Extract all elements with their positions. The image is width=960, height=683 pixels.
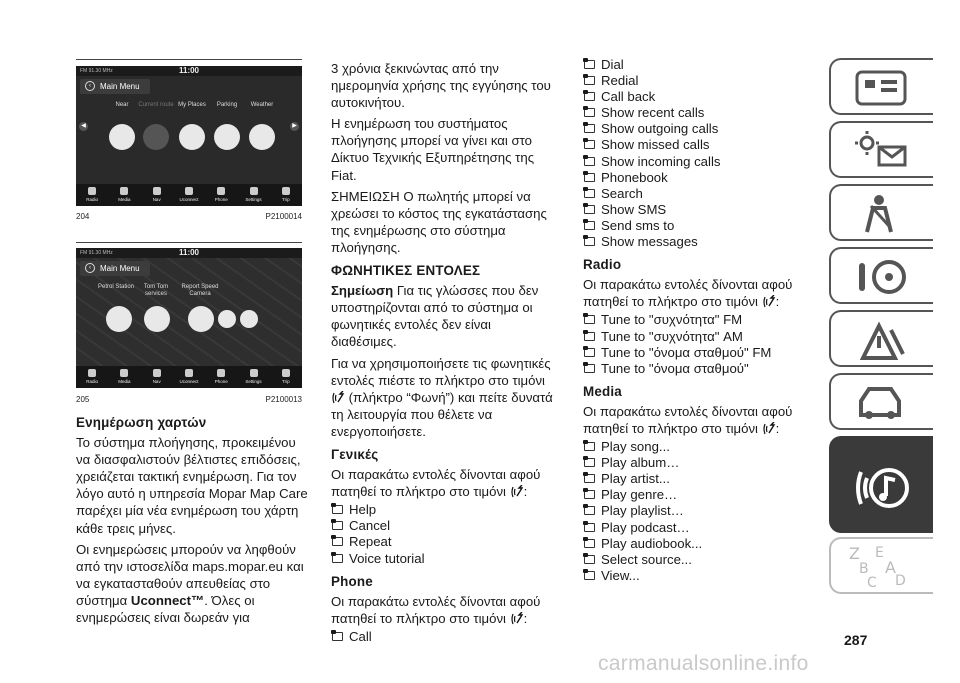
list-item: Play genre… <box>583 487 815 503</box>
screenshot-nav-main-menu <box>76 66 302 206</box>
main-menu-button: ‹ Main Menu <box>80 261 150 276</box>
nav-nav: Nav <box>141 366 173 388</box>
checkbox-icon <box>332 632 343 641</box>
weather-icon <box>249 124 275 150</box>
watermark: carmanualsonline.info <box>598 652 809 675</box>
svg-text:C: C <box>867 575 877 591</box>
nav-nav: Nav <box>141 184 173 206</box>
section-heading-map-update: Ενημέρωση χαρτών <box>76 415 207 430</box>
nav-radio: Radio <box>76 184 108 206</box>
voice-button-icon <box>510 485 524 499</box>
chapter-tab-warning-lights[interactable] <box>829 121 933 178</box>
phone-commands-list <box>331 629 559 645</box>
figure-number: 204 <box>76 212 90 221</box>
status-bar: FM 91.30 MHz 11:00 <box>76 248 302 258</box>
section-heading-radio: Radio <box>583 257 622 273</box>
voice-button-icon <box>762 295 776 309</box>
voice-button-icon <box>762 422 776 436</box>
paragraph: Οι παρακάτω εντολές δίνονται αφού πατηθεί το πλήκτρο στο τιμόνι : <box>331 467 541 500</box>
arrow-right-icon: ▶ <box>290 122 299 131</box>
maintenance-tab-icon <box>853 381 913 425</box>
figure-code: P2100014 <box>265 212 302 221</box>
safety-tab-icon <box>853 192 913 236</box>
paragraph: Η ενημέρωση του συστήματος πλοήγησης μπορεί να γίνει και στο Δίκτυο Τεχνικής Εξυπηρέτησης της Fiat. <box>331 116 535 183</box>
list-item: Phonebook <box>583 170 815 186</box>
option-near: Near <box>115 102 129 108</box>
chapter-tab-safety[interactable] <box>829 184 933 241</box>
warning-lights-tab-icon <box>853 129 913 173</box>
figure-caption <box>76 212 302 221</box>
nav-media: Media <box>108 366 140 388</box>
nav-trip: Trip <box>270 366 302 388</box>
list-item: Play playlist… <box>583 503 815 519</box>
chapter-tab-index[interactable] <box>829 537 933 594</box>
svg-text:A: A <box>885 558 896 577</box>
paragraph: Οι ενημερώσεις μπορούν να ληφθούν από την ιστοσελίδα maps.mopar.eu και να εγκατασταθούν απευθείας στο σύστημα Uconnect™. Όλες οι ενημερώσεις είναι δωρεάν για <box>76 541 304 626</box>
settings-icon <box>218 310 236 328</box>
chapter-tab-dashboard[interactable] <box>829 58 933 115</box>
chapter-tab-driving[interactable] <box>829 247 933 304</box>
paragraph: Για να χρησιμοποιήσετε τις φωνητικές εντολές πιέστε το πλήκτρο στο τιμόνι (πλήκτρο “Φωνή”) και πείτε δυνατά τη λειτουργία που θέλετε να ενεργοποιήσετε. <box>331 355 553 439</box>
list-item: Show incoming calls <box>583 154 815 170</box>
list-item: Search <box>583 186 815 202</box>
option-weather: Weather <box>250 102 274 108</box>
screenshot-nav-services <box>76 248 302 388</box>
list-item: Select source... <box>583 552 815 568</box>
chapter-tab-emergency[interactable] <box>829 310 933 367</box>
section-heading-phone: Phone <box>331 573 373 589</box>
list-item: View... <box>583 568 815 584</box>
svg-text:E: E <box>875 545 884 561</box>
svg-text:B: B <box>859 561 869 577</box>
radio-commands-list <box>583 312 815 376</box>
figure-caption <box>76 395 302 404</box>
list-item: Help <box>331 502 559 518</box>
driving-tab-icon <box>853 255 913 299</box>
main-menu-button: ‹ Main Menu <box>80 79 150 94</box>
nav-uconnect: Uconnect <box>173 184 205 206</box>
list-item: Show missed calls <box>583 137 815 153</box>
list-item: Voice tutorial <box>331 551 559 567</box>
section-heading-media: Media <box>583 383 622 399</box>
list-item: Show recent calls <box>583 105 815 121</box>
media-commands-list <box>583 439 815 584</box>
list-item: Call back <box>583 89 815 105</box>
arrow-left-icon: ◀ <box>79 122 88 131</box>
list-item: Play audiobook... <box>583 536 815 552</box>
parking-icon <box>214 124 240 150</box>
phone-commands-list-continued <box>583 57 815 250</box>
paragraph: Οι παρακάτω εντολές δίνονται αφού πατηθεί το πλήκτρο στο τιμόνι : <box>583 277 793 310</box>
checkbox-icon <box>332 521 343 530</box>
voice-button-icon <box>331 391 345 405</box>
fuel-icon <box>106 306 132 332</box>
list-item: Play podcast… <box>583 520 815 536</box>
speed-camera-icon <box>188 306 214 332</box>
list-item: Dial <box>583 57 815 73</box>
checkbox-icon <box>332 505 343 514</box>
option-report-speed-camera: Report Speed Camera <box>181 284 219 297</box>
list-item: Show SMS <box>583 202 815 218</box>
list-item: Show messages <box>583 234 815 250</box>
general-commands-list <box>331 502 559 566</box>
map-pin-icon <box>179 124 205 150</box>
nav-bar <box>76 366 302 388</box>
list-item: Play artist... <box>583 471 815 487</box>
back-icon: ‹ <box>85 263 95 273</box>
list-item: Tune to "συχνότητα" AM <box>583 329 815 345</box>
list-item: Repeat <box>331 534 559 550</box>
list-item: Show outgoing calls <box>583 121 815 137</box>
list-item: Play album… <box>583 455 815 471</box>
paragraph: Οι παρακάτω εντολές δίνονται αφού πατηθεί το πλήκτρο στο τιμόνι : <box>331 593 541 626</box>
route-icon <box>143 124 169 150</box>
figure-rule <box>76 242 302 243</box>
checkbox-icon <box>332 554 343 563</box>
index-tab-icon <box>845 541 915 591</box>
car-service-icon <box>144 306 170 332</box>
figure-number: 205 <box>76 395 90 404</box>
paragraph: 3 χρόνια ξεκινώντας από την ημερομηνία χρήσης της εγγύησης του αυτοκινήτου. <box>331 61 551 111</box>
emergency-tab-icon <box>853 318 913 362</box>
voice-button-icon <box>510 612 524 626</box>
list-item: Call <box>331 629 559 645</box>
back-icon: ‹ <box>85 81 95 91</box>
option-tomtom-services: Tom Tom services <box>143 284 169 297</box>
chapter-tab-maintenance[interactable] <box>829 373 933 430</box>
option-parking: Parking <box>216 102 238 108</box>
search-icon <box>109 124 135 150</box>
nav-settings: Settings <box>237 184 269 206</box>
paragraph: Οι παρακάτω εντολές δίνονται αφού πατηθεί το πλήκτρο στο τιμόνι : <box>583 403 793 436</box>
column-3 <box>583 57 815 584</box>
section-heading-voice-commands: ΦΩΝΗΤΙΚΕΣ ΕΝΤΟΛΕΣ <box>331 263 481 279</box>
column-2 <box>331 60 559 645</box>
help-icon <box>240 310 258 328</box>
nav-radio: Radio <box>76 366 108 388</box>
nav-uconnect: Uconnect <box>173 366 205 388</box>
chapter-tab-multimedia[interactable] <box>829 436 933 533</box>
paragraph: ΣΗΜΕΙΩΣΗ Ο πωλητής μπορεί να χρεώσει το κόστος της εγκατάστασης της ενημέρωσης στο σύστημα πλοήγησης. <box>331 188 547 255</box>
nav-media: Media <box>108 184 140 206</box>
list-item: Send sms to <box>583 218 815 234</box>
list-item: Redial <box>583 73 815 89</box>
svg-text:Z: Z <box>849 544 860 563</box>
multimedia-tab-icon <box>853 448 913 528</box>
nav-trip: Trip <box>270 184 302 206</box>
page-number: 287 <box>844 632 868 648</box>
status-bar: FM 91.30 MHz 11:00 <box>76 66 302 76</box>
list-item: Cancel <box>331 518 559 534</box>
section-heading-general: Γενικές <box>331 446 379 462</box>
checkbox-icon <box>332 537 343 546</box>
option-petrol-station: Petrol Station <box>97 284 135 290</box>
list-item: Play song... <box>583 439 815 455</box>
list-item: Tune to "συχνότητα" FM <box>583 312 815 328</box>
paragraph: Το σύστημα πλοήγησης, προκειμένου να διασφαλιστούν βέλτιστες επιδόσεις, χρειάζεται τακτική ενημέρωση. Για τον λόγο αυτό η υπηρεσία Mopar Map Care παρέχει μία νέα ενημέρωση του χάρτη κάθε τρεις μήνες. <box>76 435 308 536</box>
nav-settings: Settings <box>237 366 269 388</box>
option-current-route: Current route <box>138 102 174 108</box>
svg-text:D: D <box>895 573 906 589</box>
figure-rule <box>76 59 302 60</box>
nav-phone: Phone <box>205 184 237 206</box>
nav-phone: Phone <box>205 366 237 388</box>
list-item: Tune to "όνομα σταθμού" <box>583 361 815 377</box>
column-1 <box>76 414 308 630</box>
nav-bar <box>76 184 302 206</box>
figure-code: P2100013 <box>265 395 302 404</box>
note: Σημείωση Για τις γλώσσες που δεν υποστηρίζονται από το σύστημα οι φωνητικές εντολές δεν είναι διαθέσιμες. <box>331 283 539 350</box>
option-my-places: My Places <box>178 102 206 108</box>
list-item: Tune to "όνομα σταθμού" FM <box>583 345 815 361</box>
dashboard-tab-icon <box>853 66 913 110</box>
